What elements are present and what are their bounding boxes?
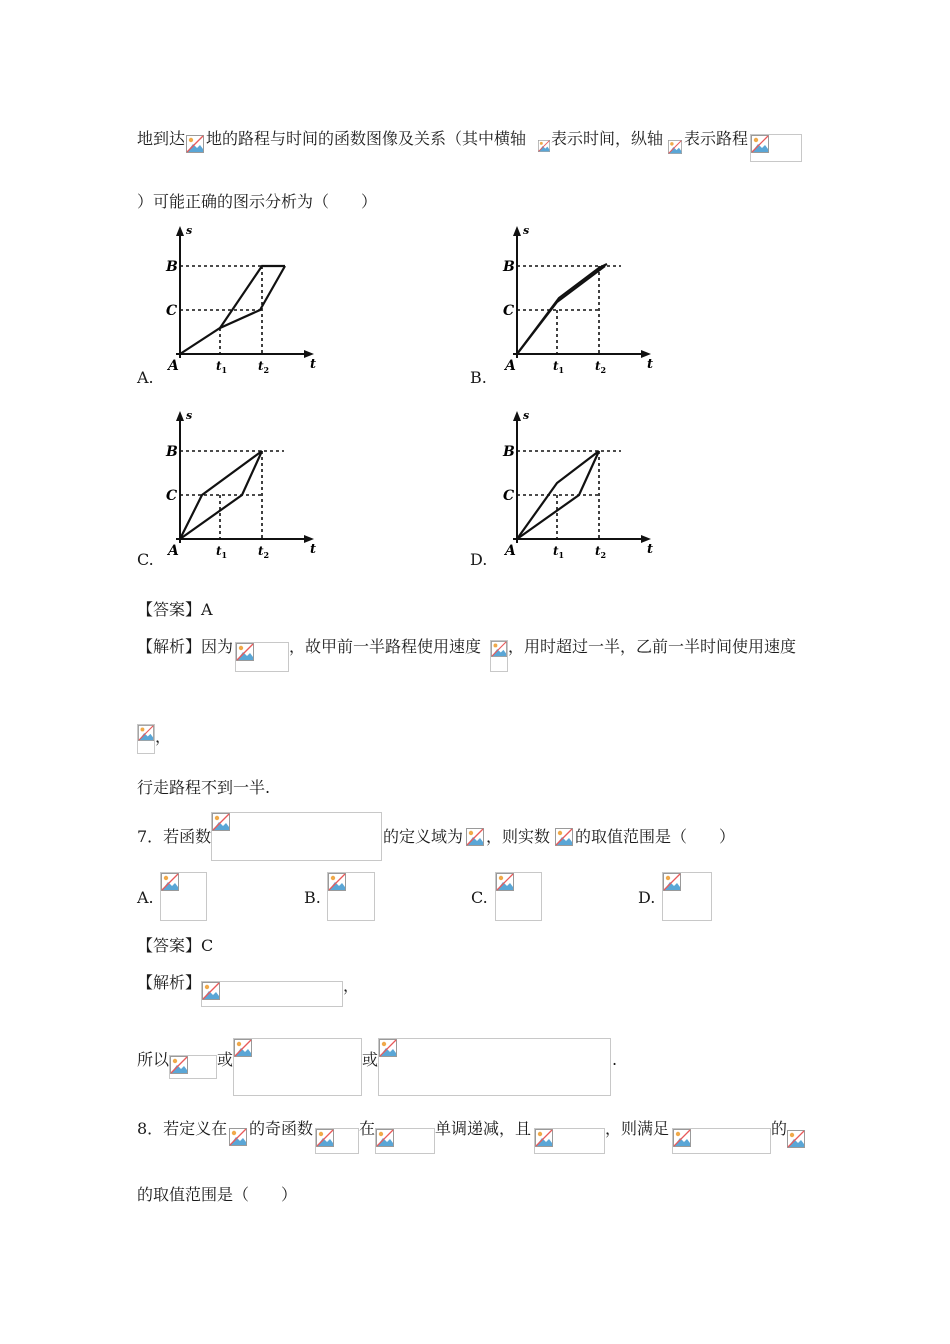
label-a: A [505, 358, 516, 374]
q8-text6: 的 [771, 1119, 788, 1138]
broken-image-icon [662, 872, 712, 921]
option-d-label: D. [470, 550, 488, 569]
broken-image-icon [672, 1128, 771, 1154]
q6-analysis-4: ， [155, 727, 172, 746]
q7-or1: 或 [217, 1050, 234, 1069]
broken-image-icon [538, 140, 552, 160]
axis-s-label: s [186, 224, 193, 237]
label-c: C [166, 303, 178, 319]
label-t1: $t_1$ [553, 544, 565, 560]
broken-image-icon [534, 1128, 605, 1154]
label-b: B [503, 444, 515, 460]
label-b: B [166, 444, 178, 460]
q6-answer: 【答案】A [137, 600, 213, 619]
axis-t-label: t [647, 357, 654, 372]
q8-text2: 的奇函数 [249, 1119, 314, 1138]
q6-analysis-1: 【解析】因为 [137, 637, 234, 656]
label-t2: $t_2$ [595, 544, 607, 560]
option-a-label: A. [137, 368, 154, 387]
q8-line2: 的取值范围是（ ） [137, 1185, 298, 1204]
broken-image-icon [750, 134, 802, 162]
q8-text4: 单调递减，且 [435, 1119, 532, 1138]
q7-text4: 的取值范围是（ ） [575, 827, 736, 846]
q7-so: 所以 [137, 1050, 170, 1069]
label-t1: $t_1$ [553, 359, 565, 375]
broken-image-icon [375, 1128, 435, 1154]
broken-image-icon [327, 872, 375, 921]
q6-line1-text2: 地的路程与时间的函数图像及关系（其中横轴 [206, 129, 527, 148]
broken-image-icon [235, 642, 289, 672]
label-b: B [166, 259, 178, 275]
broken-image-icon [495, 872, 542, 921]
label-t2: $t_2$ [258, 544, 270, 560]
q6-line1-text4: 表示路程 [684, 129, 749, 148]
label-c: C [166, 488, 178, 504]
q7-text3: ，则实数 [486, 827, 551, 846]
q7-analysis-label: 【解析】 [137, 973, 202, 992]
q7-option-d: D. [638, 888, 656, 907]
q8-text1: 8．若定义在 [137, 1119, 228, 1138]
q6-line2: ）可能正确的图示分析为（ ） [137, 192, 378, 211]
q8-text3: 在 [359, 1119, 376, 1138]
broken-image-icon [466, 828, 486, 848]
graph-d [487, 403, 667, 567]
axis-s-label: s [186, 409, 193, 422]
q7-text2: 的定义域为 [383, 827, 464, 846]
axis-s-label: s [523, 224, 530, 237]
graph-a [150, 218, 330, 382]
broken-image-icon [787, 1130, 807, 1150]
q6-analysis-5: 行走路程不到一半. [137, 778, 271, 797]
q7-option-a: A. [137, 888, 154, 907]
broken-image-icon [160, 872, 207, 921]
broken-image-icon [315, 1128, 359, 1154]
label-b: B [503, 259, 515, 275]
q7-analysis-end: ， [343, 976, 360, 995]
label-a: A [168, 358, 179, 374]
broken-image-icon [169, 1055, 217, 1079]
broken-image-icon [211, 812, 382, 861]
broken-image-icon [668, 140, 684, 160]
broken-image-icon [378, 1038, 611, 1096]
q7-text1: 7．若函数 [137, 827, 212, 846]
label-t2: $t_2$ [595, 359, 607, 375]
q8-text5: ，则满足 [605, 1119, 670, 1138]
broken-image-icon [137, 724, 155, 754]
label-c: C [503, 303, 515, 319]
axis-t-label: t [310, 542, 317, 557]
broken-image-icon [229, 1128, 249, 1150]
axis-t-label: t [647, 542, 654, 557]
label-t2: $t_2$ [258, 359, 270, 375]
q6-analysis-3: ，用时超过一半，乙前一半时间使用速度 [508, 637, 797, 656]
axis-t-label: t [310, 357, 317, 372]
broken-image-icon [201, 981, 343, 1007]
q6-line1-text1: 地到达 [137, 129, 186, 148]
broken-image-icon [555, 828, 575, 848]
q7-end: . [612, 1050, 618, 1069]
label-c: C [503, 488, 515, 504]
option-b-label: B. [470, 368, 487, 387]
q7-option-c: C. [471, 888, 488, 907]
q7-or2: 或 [362, 1050, 379, 1069]
broken-image-icon [233, 1038, 362, 1096]
broken-image-icon [186, 135, 206, 159]
broken-image-icon [490, 640, 508, 672]
q7-answer: 【答案】C [137, 936, 214, 955]
option-c-label: C. [137, 550, 154, 569]
q7-option-b: B. [304, 888, 321, 907]
graph-b [487, 218, 667, 382]
label-a: A [505, 543, 516, 559]
axis-s-label: s [523, 409, 530, 422]
graph-c [150, 403, 330, 567]
q6-analysis-2: ，故甲前一半路程使用速度 [289, 637, 482, 656]
label-t1: $t_1$ [216, 544, 228, 560]
q6-line1-text3: 表示时间，纵轴 [551, 129, 664, 148]
label-t1: $t_1$ [216, 359, 228, 375]
label-a: A [168, 543, 179, 559]
